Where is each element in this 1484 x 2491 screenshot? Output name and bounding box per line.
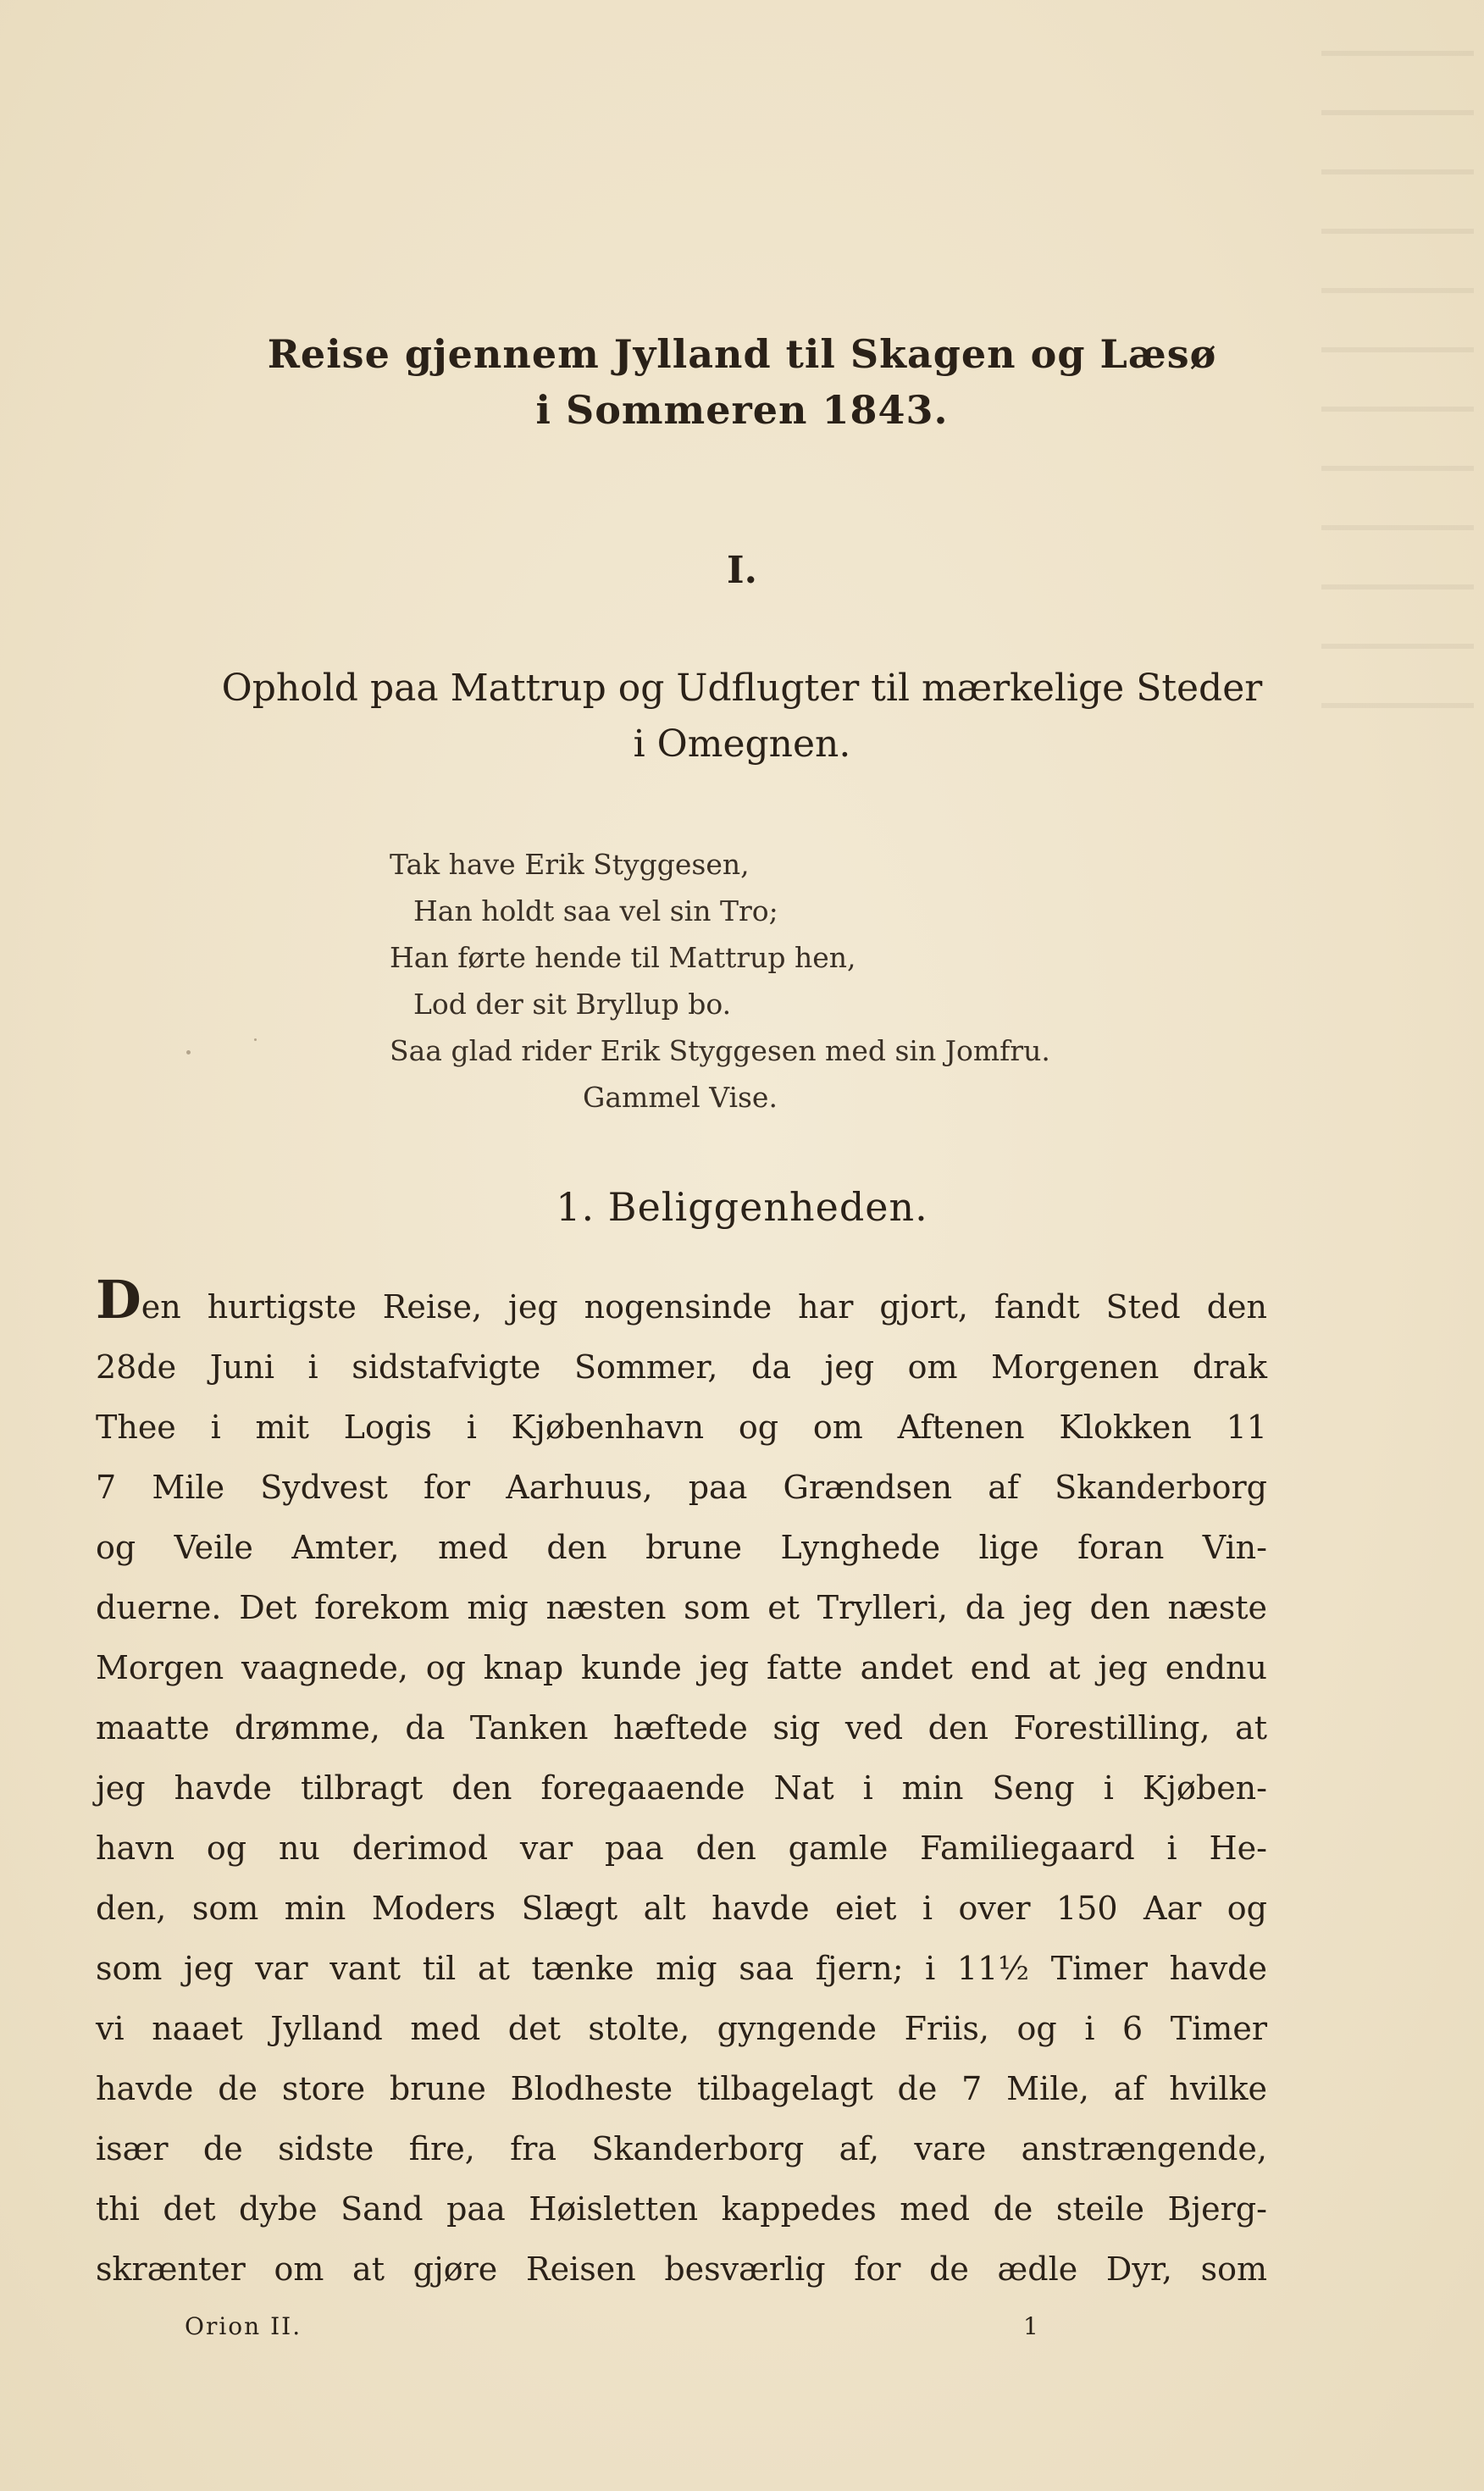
chapter-title-line-1: Reise gjennem Jylland til Skagen og Læsø	[267, 331, 1217, 377]
body-line: vi naaet Jylland med det stolte, gyngende Friis, og i 6 Timer	[96, 2010, 1267, 2047]
sheet-signature: Orion II.	[185, 2312, 302, 2340]
body-line: havde de store brune Blodheste tilbagelagt de 7 Mile, af hvilke	[96, 2070, 1267, 2107]
body-line: duerne. Det forekom mig næsten som et Trylleri, da jeg den næste	[96, 1589, 1267, 1626]
sheet-number: 1	[1023, 2312, 1038, 2340]
body-line: jeg havde tilbragt den foregaaende Nat i min Seng i Kjøben-	[96, 1769, 1267, 1807]
drop-cap: D	[96, 1269, 141, 1331]
section-title-line-1: Ophold paa Mattrup og Udflugter til mærkelige Steder	[221, 667, 1263, 710]
chapter-title-line-2: i Sommeren 1843.	[535, 387, 949, 433]
chapter-title	[0, 326, 1484, 438]
verse-line: Han førte hende til Mattrup hen,	[390, 941, 856, 974]
verse-line: Saa glad rider Erik Styggesen med sin Jomfru.	[390, 1034, 1050, 1067]
verse-line: Han holdt saa vel sin Tro;	[413, 894, 778, 927]
verse-line: Tak have Erik Styggesen,	[390, 848, 750, 881]
body-paragraph	[96, 1269, 1267, 2300]
verse-line: Lod der sit Bryllup bo.	[413, 988, 732, 1021]
body-line: thi det dybe Sand paa Høisletten kappedes med de steile Bjerg-	[96, 2190, 1267, 2228]
body-line: og Veile Amter, med den brune Lynghede lige foran Vin-	[96, 1529, 1267, 1566]
subsection-title: 1. Beliggenheden.	[556, 1184, 928, 1230]
body-line: 28de Juni i sidstafvigte Sommer, da jeg om Morgenen drak	[96, 1348, 1267, 1386]
section-title-line-2: i Omegnen.	[633, 722, 851, 766]
body-line: især de sidste fire, fra Skanderborg af, vare anstrængende,	[96, 2130, 1267, 2167]
body-line: Morgen vaagnede, og knap kunde jeg fatte andet end at jeg endnu	[96, 1649, 1267, 1686]
section-title	[0, 661, 1484, 772]
epigraph-verse	[390, 841, 1050, 1121]
body-line: Thee i mit Logis i Kjøbenhavn og om Aftenen Klokken 11	[96, 1409, 1267, 1446]
body-line: den, som min Moders Slægt alt havde eiet i over 150 Aar og	[96, 1890, 1267, 1927]
part-numeral: I.	[727, 549, 757, 592]
verse-source: Gammel Vise.	[583, 1081, 778, 1114]
paper-speck	[254, 1038, 257, 1041]
body-line: skrænter om at gjøre Reisen besværlig for de ædle Dyr, som	[96, 2250, 1267, 2288]
body-line: maatte drømme, da Tanken hæftede sig ved den Forestilling, at	[96, 1709, 1267, 1746]
body-line: Den hurtigste Reise, jeg nogensinde har gjort, fandt Sted den	[96, 1269, 1267, 1331]
paper-speck	[186, 1050, 191, 1055]
body-line: 7 Mile Sydvest for Aarhuus, paa Grændsen af Skanderborg	[96, 1469, 1267, 1506]
body-line: som jeg var vant til at tænke mig saa fjern; i 11½ Timer havde	[96, 1950, 1267, 1987]
body-line: havn og nu derimod var paa den gamle Familiegaard i He-	[96, 1830, 1267, 1867]
